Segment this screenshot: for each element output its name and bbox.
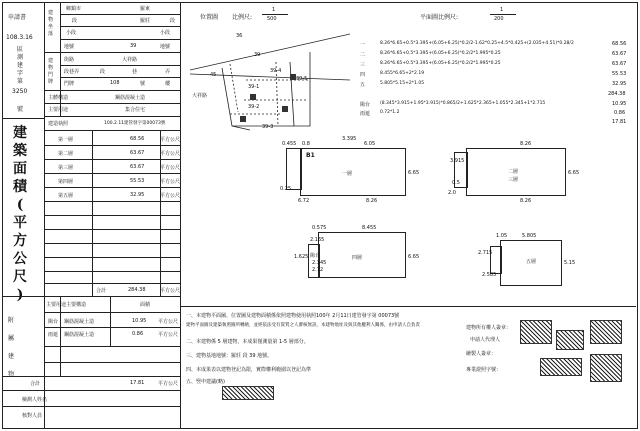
attached-header: 附屬建物 bbox=[8, 317, 15, 378]
floor1-plan bbox=[300, 148, 406, 196]
survey-number: 3250 bbox=[12, 88, 28, 95]
subtotal-label: 合計 bbox=[30, 381, 41, 387]
floor-area: 63.67 bbox=[130, 150, 145, 156]
floor-unit: 平方公尺 bbox=[160, 179, 181, 185]
site-scale-num: 1 bbox=[272, 7, 276, 13]
owner-signature-label: 建物所有權人簽章： bbox=[466, 325, 512, 331]
floor-unit: 平方公尺 bbox=[160, 151, 181, 157]
attached-use: 雨遮 bbox=[48, 332, 59, 338]
divider bbox=[60, 77, 180, 78]
agent-label: 申請人代理人 bbox=[470, 337, 501, 343]
parcel-label: 39-1 bbox=[248, 84, 260, 90]
dimension: 1.05 bbox=[496, 233, 508, 239]
section-label: 段 bbox=[72, 18, 78, 24]
building-area-title: 建 築 面 積 ( 平 方 公 尺 ) bbox=[13, 125, 27, 303]
calc-expression: 5.805*5.15+2*1.05 bbox=[380, 81, 425, 86]
road-label: 大祥路 bbox=[192, 93, 208, 99]
divider bbox=[44, 215, 180, 216]
divider bbox=[60, 14, 180, 15]
main-use-label: 主要用途 bbox=[48, 107, 69, 113]
calc-expression: 8.26*6.65+0.5*3.395+(6.05+6.25)*0.2/2*1.995*0.25 bbox=[380, 51, 501, 56]
divider bbox=[44, 103, 180, 104]
floor-unit: 平方公尺 bbox=[160, 165, 181, 171]
calc-expression: (8.345*3.915+1.95*3.915)*0.865/2+1.625*2.365+1.055*2.345+1*2.715 bbox=[380, 101, 546, 106]
floor-name: 第四層 bbox=[58, 179, 74, 185]
calc-value: 55.53 bbox=[612, 71, 627, 77]
divider bbox=[44, 327, 180, 328]
divider bbox=[110, 296, 111, 346]
divider bbox=[44, 90, 180, 91]
dimension: 1.625 bbox=[294, 254, 309, 260]
divider bbox=[180, 306, 636, 307]
floor-unit: 樓 bbox=[165, 81, 171, 87]
calc-expression: 0.72*1.2 bbox=[380, 110, 400, 115]
floor4-title: 四層 bbox=[352, 255, 363, 261]
note: 五、竪申建議(略) bbox=[186, 379, 225, 385]
attached-area: 10.95 bbox=[132, 318, 147, 324]
survey-number-label: 區測建字第 bbox=[17, 46, 24, 85]
application-date: 108.3.16 bbox=[6, 34, 33, 41]
floor-area: 32.95 bbox=[130, 192, 145, 198]
note: 三、建物基地地號：羅莊 段 39 地號。 bbox=[186, 353, 273, 359]
office-label: 專業證照字號： bbox=[466, 367, 502, 373]
attached-unit: 平方公尺 bbox=[158, 319, 179, 325]
balcony-label: 陽台 bbox=[310, 253, 321, 259]
lot-label: 地號 bbox=[64, 44, 75, 50]
dimension: 8.26 bbox=[520, 141, 532, 147]
dimension: 5.15 bbox=[564, 260, 576, 266]
calc-value: 32.95 bbox=[612, 81, 627, 87]
attached-use: 陽台 bbox=[48, 319, 59, 325]
seal-stamp bbox=[556, 330, 584, 350]
subsection-label: 小段 bbox=[66, 30, 77, 36]
floor-unit: 平方公尺 bbox=[160, 193, 181, 199]
applicant-label: 申請書 bbox=[8, 14, 27, 21]
calc-expression: 8.26*6.65+0.5*3.395+(6.05+6.25)*0.2/2-1.62*0.25+4.5*0.425+(2.035+4.51)*0.28/2 bbox=[380, 41, 574, 46]
dimension: 0.5 bbox=[452, 180, 460, 186]
subsection-value: 小段 bbox=[160, 30, 171, 36]
door-number-unit: 號 bbox=[140, 81, 146, 87]
subtotal-unit: 平方公尺 bbox=[158, 381, 179, 387]
divider bbox=[44, 271, 180, 272]
divider bbox=[2, 296, 180, 297]
street-value: 大祥路 bbox=[122, 57, 138, 63]
calc-label: 二 bbox=[360, 52, 366, 58]
calc-label: 四 bbox=[360, 72, 366, 78]
section-value: 羅莊 bbox=[140, 18, 151, 24]
attached-structure: 鋼筋混凝土造 bbox=[64, 332, 95, 338]
permit-value: 100.2.11建管發字第00073號 bbox=[104, 121, 166, 126]
seal-stamp bbox=[222, 386, 274, 400]
dimension: 6.65 bbox=[408, 254, 420, 260]
dimension: 2.715 bbox=[478, 250, 493, 256]
site-map-title: 位置圖 bbox=[200, 14, 219, 21]
calc-label: 三 bbox=[360, 62, 366, 68]
calc-value: 68.56 bbox=[612, 41, 627, 47]
number-suffix: 號 bbox=[17, 106, 24, 113]
floor-area: 68.56 bbox=[130, 136, 145, 142]
divider bbox=[44, 229, 180, 230]
parcel-label: 39-5 bbox=[296, 76, 308, 82]
divider bbox=[44, 201, 180, 202]
scale-fraction-bar bbox=[490, 14, 516, 15]
alley-value: 巷 bbox=[132, 69, 138, 75]
attached-area: 0.86 bbox=[132, 331, 144, 337]
note: 二、本建物係 5 層建物，本成果僅測量第 1-5 層部分。 bbox=[186, 339, 309, 345]
divider bbox=[2, 390, 180, 391]
floor-area: 63.67 bbox=[130, 164, 145, 170]
dimension: 8.455 bbox=[362, 225, 377, 231]
divider bbox=[44, 52, 180, 53]
floor-name: 第二層 bbox=[58, 151, 74, 157]
floor3-title: 三層 bbox=[508, 177, 519, 183]
dimension: 0.8 bbox=[302, 141, 310, 147]
floor-area: 55.53 bbox=[130, 178, 145, 184]
note: 一、本建物平面圖、位置圖及建物面積係依照建物使用執照100年 2月11日建管發字第 00073號 bbox=[186, 313, 400, 319]
parcel-label: 39-3 bbox=[262, 124, 274, 130]
address-label: 建物門牌 bbox=[48, 58, 54, 85]
parcel-label: 39-4 bbox=[270, 68, 282, 74]
door-number: 108 bbox=[110, 80, 120, 86]
dimension: 0.455 bbox=[282, 141, 297, 147]
floor-unit: 平方公尺 bbox=[160, 137, 181, 143]
plan-scale-label: 平面圖比例尺: bbox=[420, 14, 459, 21]
divider bbox=[60, 65, 180, 66]
calc-label: 一 bbox=[360, 42, 366, 48]
calc-value: 10.95 bbox=[612, 101, 627, 107]
divider bbox=[2, 118, 44, 119]
divider bbox=[44, 173, 180, 174]
location-label: 建物坐落 bbox=[48, 10, 54, 37]
divider bbox=[60, 39, 180, 40]
divider bbox=[44, 159, 180, 160]
dimension: 3.395 bbox=[342, 136, 357, 142]
calc-value: 0.86 bbox=[614, 110, 626, 116]
plan-scale-num: 1 bbox=[500, 7, 504, 13]
divider bbox=[44, 346, 180, 347]
floor2-title: 二層 bbox=[508, 169, 519, 175]
segment-label: 段巷弄 bbox=[64, 69, 80, 75]
seal-stamp bbox=[590, 320, 622, 344]
calc-value: 284.38 bbox=[608, 91, 626, 97]
door-number-label: 門牌 bbox=[64, 81, 75, 87]
dimension: 5.805 bbox=[522, 233, 537, 239]
checker-label: 核對人員 bbox=[22, 413, 43, 419]
dimension: 2.165 bbox=[310, 237, 325, 243]
dimension: 2.585 bbox=[482, 272, 497, 278]
divider bbox=[44, 283, 180, 284]
dimension: 6.72 bbox=[298, 198, 310, 204]
b1-label: B1 bbox=[306, 152, 315, 159]
floor1-title: 一層 bbox=[342, 171, 353, 177]
floor-name: 第五層 bbox=[58, 193, 74, 199]
floor1-balcony bbox=[286, 148, 302, 190]
divider bbox=[2, 406, 180, 407]
dimension: 2.72 bbox=[312, 267, 324, 273]
lot-unit: 地號 bbox=[160, 44, 171, 50]
dimension: 2.0 bbox=[448, 190, 456, 196]
dimension: 6.05 bbox=[364, 141, 376, 147]
dimension: 8.26 bbox=[520, 198, 532, 204]
dimension: 6.65 bbox=[408, 170, 420, 176]
parcel-label: 39-2 bbox=[248, 104, 260, 110]
calc-value: 17.81 bbox=[612, 119, 627, 125]
surveyor-name-label: 檢測人姓名 bbox=[22, 397, 48, 403]
divider bbox=[44, 145, 180, 146]
calc-label: 雨遮 bbox=[360, 111, 371, 117]
seal-stamp bbox=[590, 354, 622, 382]
street-label: 街路 bbox=[64, 57, 75, 63]
site-scale-label: 比例尺: bbox=[232, 14, 253, 21]
plan-scale-den: 200 bbox=[494, 16, 504, 22]
main-structure-value: 鋼筋混凝土造 bbox=[115, 95, 146, 101]
section-unit: 段 bbox=[170, 18, 176, 24]
total-label: 合計 bbox=[96, 288, 107, 294]
calc-label: 五 bbox=[360, 82, 366, 88]
note: 建物平面圖及建築執照圖所轉繪，並經依法受有資質之人審核無誤，本建物地址及與其他權利人關係，由申請人自負責 bbox=[186, 323, 420, 328]
seal-stamp bbox=[520, 320, 552, 344]
dimension: 8.26 bbox=[366, 198, 378, 204]
dimension: 3.915 bbox=[450, 158, 465, 164]
scale-fraction-bar bbox=[262, 14, 288, 15]
dimension: 6.65 bbox=[568, 170, 580, 176]
main-use-value: 集合住宅 bbox=[125, 107, 146, 113]
permit-label: 建造執照 bbox=[48, 121, 69, 127]
attached-structure: 鋼筋混凝土造 bbox=[64, 319, 95, 325]
divider bbox=[180, 2, 181, 429]
divider bbox=[60, 26, 180, 27]
area-header: 面積 bbox=[140, 302, 151, 308]
total-value: 284.38 bbox=[128, 287, 146, 293]
divider bbox=[44, 116, 180, 117]
total-unit: 平方公尺 bbox=[160, 288, 181, 294]
divider bbox=[60, 296, 61, 376]
attached-unit: 平方公尺 bbox=[158, 332, 179, 338]
divider bbox=[2, 376, 180, 377]
town-value: 羅東 bbox=[140, 6, 151, 12]
dimension: 0.25 bbox=[280, 186, 292, 192]
divider bbox=[44, 257, 180, 258]
purpose-header: 主要用途 bbox=[46, 302, 67, 308]
divider bbox=[44, 187, 180, 188]
calc-expression: 8.26*6.65+0.5*3.395+(6.05+6.25)*0.2/2*1.995*0.25 bbox=[380, 61, 501, 66]
divider bbox=[44, 362, 180, 363]
dimension: 2.345 bbox=[312, 260, 327, 266]
calc-label: 陽台 bbox=[360, 102, 371, 108]
calc-value: 63.67 bbox=[612, 51, 627, 57]
structure-header: 主要構造 bbox=[66, 302, 87, 308]
alley-suffix: 弄 bbox=[165, 69, 171, 75]
floor5-title: 五層 bbox=[526, 259, 537, 265]
main-structure-label: 主體構造 bbox=[48, 95, 69, 101]
parcel-label: 45 bbox=[210, 72, 217, 78]
subtotal-value: 17.81 bbox=[130, 380, 145, 386]
calc-expression: 8.455*6.65+2*2.19 bbox=[380, 71, 425, 76]
floor-name: 第一層 bbox=[58, 137, 74, 143]
parcel-label: 36 bbox=[236, 33, 243, 39]
dimension: 0.575 bbox=[312, 225, 327, 231]
segment-value: 段 bbox=[100, 69, 106, 75]
site-scale-den: 500 bbox=[267, 16, 277, 22]
lot-value: 39 bbox=[130, 43, 137, 49]
town-label: 鄉鎮市 bbox=[66, 6, 82, 12]
surveyor-signature-label: 繪製人簽章： bbox=[466, 351, 497, 357]
note: 四、本成果表以建物登記為限，實際權利範圍以登記為準 bbox=[186, 367, 312, 373]
seal-stamp bbox=[540, 358, 582, 376]
divider bbox=[44, 243, 180, 244]
floor-name: 第三層 bbox=[58, 165, 74, 171]
divider bbox=[44, 312, 180, 313]
calc-value: 63.67 bbox=[612, 61, 627, 67]
parcel-label: 39 bbox=[254, 52, 261, 58]
